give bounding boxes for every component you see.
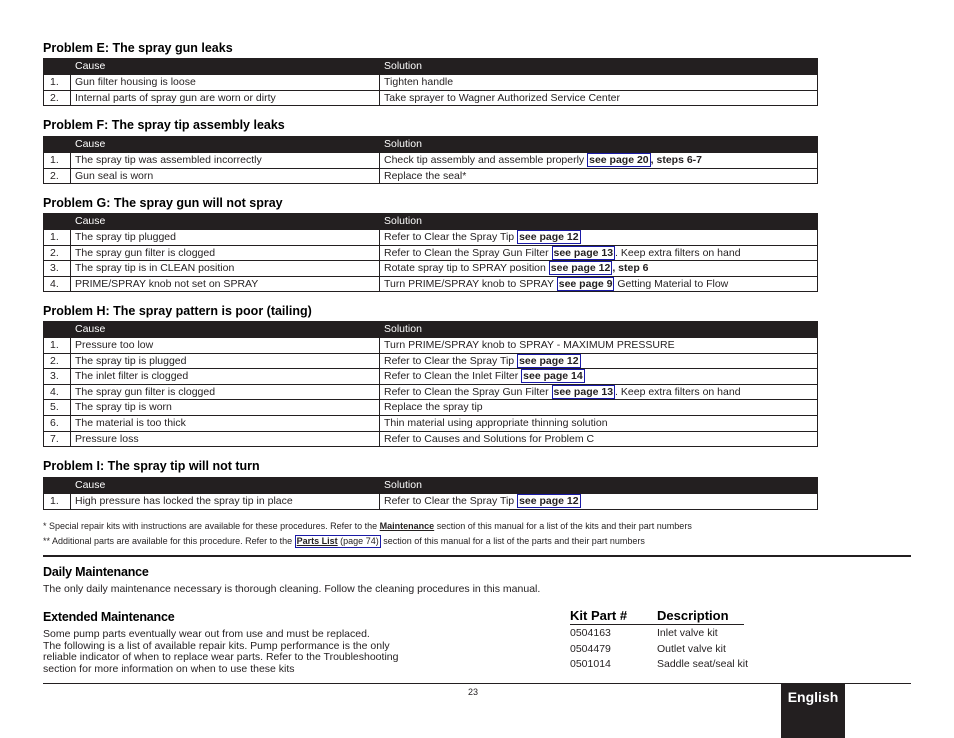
- cause-cell: Pressure loss: [71, 431, 380, 447]
- extended-maintenance-text: [43, 629, 398, 675]
- kit-description: Outlet valve kit: [657, 642, 726, 655]
- header-spacer: [44, 59, 71, 75]
- table-row: [44, 494, 818, 510]
- row-number: 3.: [44, 261, 71, 277]
- solution-text: Refer to Clean the Inlet Filter: [384, 370, 522, 383]
- problem-f-title: Problem F: The spray tip assembly leaks: [43, 118, 285, 132]
- solution-header: Solution: [380, 322, 818, 338]
- solution-text: Tighten handle: [384, 76, 454, 88]
- page-reference-link[interactable]: see page 12: [519, 231, 579, 243]
- row-number: 7.: [44, 431, 71, 447]
- kit-descriptions: [657, 626, 748, 673]
- cause-cell: The spray tip is worn: [71, 400, 380, 416]
- kit-part-number: 0501014: [570, 658, 611, 670]
- cause-cell: High pressure has locked the spray tip in place: [71, 494, 380, 510]
- row-number: 2.: [44, 353, 71, 369]
- page-reference-link[interactable]: see page 9: [558, 277, 613, 290]
- page-number: 23: [468, 687, 479, 697]
- table-row: [44, 168, 818, 184]
- kit-part-number: 0504479: [570, 642, 611, 655]
- solution-cell: [380, 245, 818, 261]
- text-line: The following is a list of available repair kits. Pump performance is the only: [43, 639, 390, 652]
- table-row: [44, 230, 818, 246]
- table-row: [44, 400, 818, 416]
- table-row: [44, 369, 818, 385]
- footnote-text: section of this manual for a list of the parts and their part numbers: [380, 536, 645, 546]
- table-row: [44, 261, 818, 277]
- kit-description: Inlet valve kit: [657, 627, 718, 639]
- solution-text: Refer to Clean the Spray Gun Filter: [384, 246, 552, 259]
- cause-cell: Pressure too low: [71, 338, 380, 354]
- row-number: 1.: [44, 230, 71, 246]
- solution-suffix: , step 6: [612, 262, 649, 275]
- solution-suffix: Getting Material to Flow: [614, 277, 729, 290]
- header-spacer: [44, 214, 71, 230]
- solution-cell: [380, 168, 818, 184]
- page-reference-link[interactable]: see page 14: [523, 370, 583, 383]
- footnote-repair-kits: [43, 521, 692, 531]
- solution-suffix: . Keep extra filters on hand: [615, 246, 741, 259]
- footnote-text: section of this manual for a list of the kits and their part numbers: [434, 521, 692, 531]
- problem-i-table: [43, 477, 818, 510]
- solution-cell: [380, 400, 818, 416]
- text-line: section for more information on when to use these kits: [43, 662, 295, 675]
- row-number: 1.: [44, 75, 71, 91]
- solution-suffix: . Keep extra filters on hand: [615, 385, 741, 398]
- solution-cell: [380, 369, 818, 385]
- table-header-row: [44, 59, 818, 75]
- solution-cell: [380, 338, 818, 354]
- row-number: 3.: [44, 369, 71, 385]
- row-number: 2.: [44, 168, 71, 184]
- problem-h-title: Problem H: The spray pattern is poor (tailing): [43, 304, 312, 318]
- table-header-row: [44, 478, 818, 494]
- solution-text: Refer to Clear the Spray Tip: [384, 354, 518, 367]
- table-row: [44, 90, 818, 106]
- footnote-text: ** Additional parts are available for this procedure. Refer to the: [43, 536, 295, 546]
- table-row: [44, 353, 818, 369]
- solution-cell: [380, 230, 818, 246]
- cause-cell: Gun seal is worn: [71, 168, 380, 184]
- kit-description: Saddle seat/seal kit: [657, 658, 749, 670]
- page-reference-link[interactable]: see page 20: [589, 154, 649, 166]
- cause-cell: The spray gun filter is clogged: [71, 245, 380, 261]
- language-tab: [781, 684, 845, 738]
- table-row: [44, 75, 818, 91]
- text-line: reliable indicator of when to replace wear parts. Refer to the Troubleshooting: [43, 651, 399, 663]
- solution-cell: [380, 353, 818, 369]
- row-number: 4.: [44, 276, 71, 292]
- table-header-row: [44, 214, 818, 230]
- table-row: [44, 338, 818, 354]
- cause-cell: Gun filter housing is loose: [71, 75, 380, 91]
- extended-maintenance-title: Extended Maintenance: [43, 610, 175, 624]
- kit-part-number: 0504163: [570, 627, 611, 639]
- cause-cell: Internal parts of spray gun are worn or dirty: [71, 90, 380, 106]
- row-number: 2.: [44, 90, 71, 106]
- header-spacer: [44, 322, 71, 338]
- text-line: Some pump parts eventually wear out from use and must be replaced.: [43, 628, 370, 640]
- parts-list-page: (page 74): [337, 536, 379, 546]
- solution-cell: [380, 276, 818, 292]
- solution-cell: [380, 153, 818, 169]
- table-row: [44, 276, 818, 292]
- solution-header: Solution: [380, 214, 818, 230]
- solution-header: Solution: [380, 59, 818, 75]
- solution-cell: [380, 431, 818, 447]
- kit-part-numbers: [570, 626, 611, 673]
- daily-maintenance-title: Daily Maintenance: [43, 565, 149, 579]
- solution-header: Solution: [380, 137, 818, 153]
- solution-cell: [380, 494, 818, 510]
- solution-cell: [380, 261, 818, 277]
- row-number: 1.: [44, 338, 71, 354]
- problem-h-table: [43, 321, 818, 447]
- table-row: [44, 245, 818, 261]
- solution-text: Refer to Clear the Spray Tip: [384, 495, 518, 507]
- solution-cell: [380, 384, 818, 400]
- page-reference-link[interactable]: see page 12: [519, 495, 579, 507]
- solution-text: Thin material using appropriate thinning solution: [384, 416, 608, 429]
- header-spacer: [44, 137, 71, 153]
- parts-list-link-label: Parts List: [296, 536, 338, 546]
- row-number: 1.: [44, 494, 71, 510]
- cause-cell: The spray tip is in CLEAN position: [71, 261, 380, 277]
- cause-cell: The inlet filter is clogged: [71, 369, 380, 385]
- page-reference-link[interactable]: see page 12: [550, 262, 611, 275]
- kit-part-header: Kit Part #: [570, 609, 657, 625]
- cause-cell: PRIME/SPRAY knob not set on SPRAY: [71, 276, 380, 292]
- solution-text: Refer to Clean the Spray Gun Filter: [384, 385, 552, 398]
- footnote-text: * Special repair kits with instructions are available for these procedures. Refer to the: [43, 521, 380, 531]
- solution-text: Refer to Causes and Solutions for Problem C: [384, 432, 595, 445]
- problem-f-table: [43, 136, 818, 184]
- table-row: [44, 384, 818, 400]
- solution-text: Rotate spray tip to SPRAY position: [384, 262, 549, 275]
- solution-cell: [380, 90, 818, 106]
- cause-cell: The spray tip plugged: [71, 230, 380, 246]
- solution-text: Take sprayer to Wagner Authorized Service Center: [384, 91, 620, 104]
- solution-text: Turn PRIME/SPRAY knob to SPRAY: [384, 277, 557, 290]
- cause-cell: The spray tip is plugged: [71, 353, 380, 369]
- problem-e-title: Problem E: The spray gun leaks: [43, 41, 233, 55]
- solution-text: Replace the spray tip: [384, 401, 483, 414]
- footnote-parts-list: [43, 535, 645, 548]
- table-row: [44, 415, 818, 431]
- cause-header: Cause: [71, 322, 380, 338]
- table-header-row: [44, 137, 818, 153]
- solution-cell: [380, 415, 818, 431]
- language-tab-label: English: [787, 689, 839, 705]
- table-row: [44, 431, 818, 447]
- table-row: [44, 153, 818, 169]
- section-divider: [43, 555, 911, 557]
- maintenance-link[interactable]: Maintenance: [379, 521, 435, 531]
- solution-header: Solution: [380, 478, 818, 494]
- solution-text: Check tip assembly and assemble properly: [384, 154, 588, 166]
- row-number: 4.: [44, 384, 71, 400]
- solution-cell: [380, 75, 818, 91]
- row-number: 1.: [44, 153, 71, 169]
- page-reference-link[interactable]: see page 13: [553, 246, 614, 259]
- row-number: 2.: [44, 245, 71, 261]
- table-header-row: [44, 322, 818, 338]
- kit-description-header: Description: [657, 609, 744, 625]
- cause-cell: The spray gun filter is clogged: [71, 384, 380, 400]
- daily-maintenance-text: The only daily maintenance necessary is thorough cleaning. Follow the cleaning procedures in this manual.: [43, 583, 541, 595]
- cause-cell: The material is too thick: [71, 415, 380, 431]
- parts-list-link[interactable]: [295, 535, 381, 548]
- page-reference-link[interactable]: see page 12: [519, 354, 579, 367]
- row-number: 6.: [44, 415, 71, 431]
- solution-text: Replace the seal*: [384, 169, 467, 182]
- cause-cell: The spray tip was assembled incorrectly: [71, 153, 380, 169]
- cause-header: Cause: [71, 214, 380, 230]
- header-spacer: [44, 478, 71, 494]
- page-reference-link[interactable]: see page 13: [553, 385, 614, 398]
- problem-e-table: [43, 58, 818, 106]
- cause-header: Cause: [71, 137, 380, 153]
- solution-text: Turn PRIME/SPRAY knob to SPRAY - MAXIMUM PRESSURE: [384, 339, 675, 351]
- problem-i-title: Problem I: The spray tip will not turn: [43, 459, 260, 473]
- cause-header: Cause: [71, 478, 380, 494]
- solution-text: Refer to Clear the Spray Tip: [384, 231, 518, 243]
- solution-suffix: , steps 6-7: [650, 154, 703, 166]
- problem-g-table: [43, 213, 818, 292]
- cause-header: Cause: [71, 59, 380, 75]
- row-number: 5.: [44, 400, 71, 416]
- problem-g-title: Problem G: The spray gun will not spray: [43, 196, 283, 210]
